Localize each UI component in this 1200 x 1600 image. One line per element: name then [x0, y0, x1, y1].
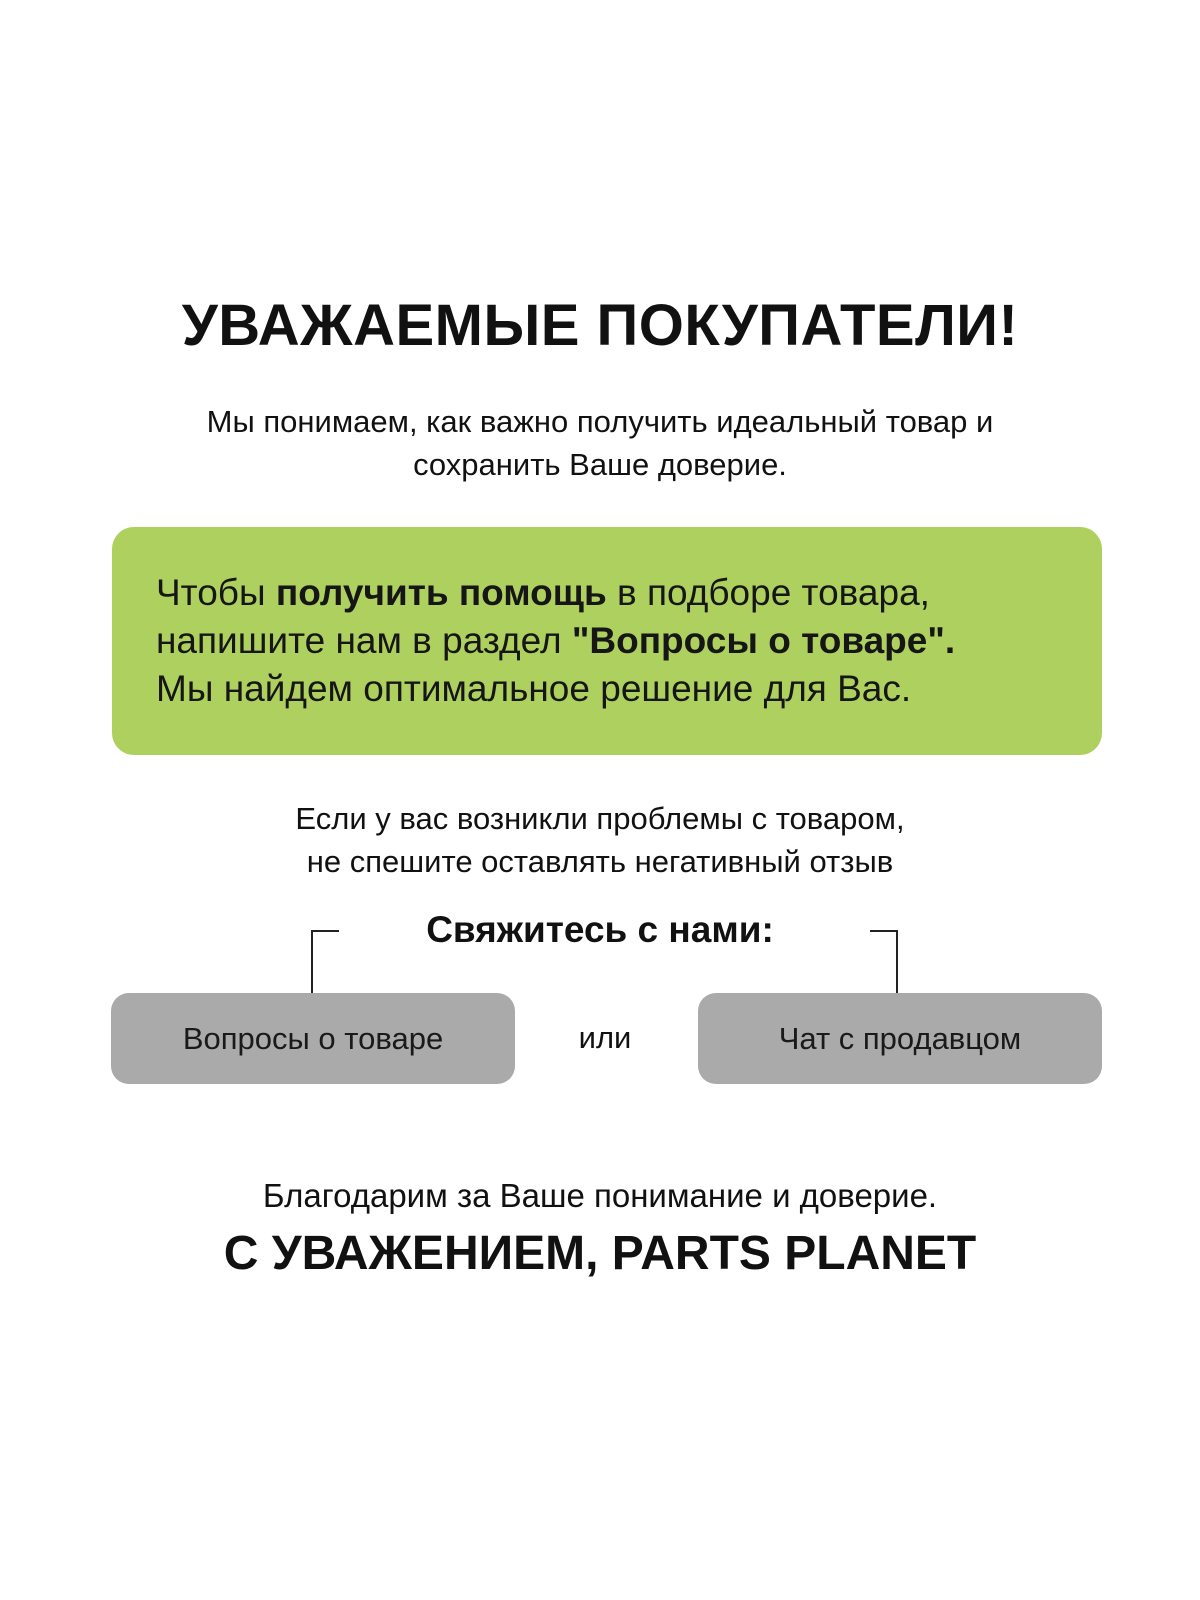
- intro-text: [0, 400, 1200, 486]
- help-line-2: [156, 617, 1102, 665]
- right-connector-line: [870, 930, 898, 995]
- help-line-1-emphasis: получить помощь: [275, 572, 607, 613]
- help-line-2-section-name: "Вопросы о товаре".: [571, 620, 956, 661]
- problem-line-1: Если у вас возникли проблемы с товаром,: [295, 801, 905, 836]
- intro-line-1: Мы понимаем, как важно получить идеальный товар и: [206, 404, 994, 439]
- page-title: УВАЖАЕМЫЕ ПОКУПАТЕЛИ!: [181, 293, 1019, 358]
- help-line-1-end: в подборе товара,: [606, 572, 930, 613]
- product-questions-button[interactable]: Вопросы о товаре: [111, 993, 515, 1084]
- problem-text: [0, 797, 1200, 883]
- help-line-3: Мы найдем оптимальное решение для Вас.: [156, 668, 912, 709]
- or-separator: или: [578, 1020, 632, 1055]
- seller-chat-button[interactable]: Чат с продавцом: [698, 993, 1102, 1084]
- help-info-box: [112, 527, 1102, 755]
- contact-heading: Свяжитесь с нами:: [426, 909, 774, 950]
- help-line-2-start: напишите нам в раздел: [156, 620, 572, 661]
- signature: С УВАЖЕНИЕМ, PARTS PLANET: [223, 1227, 977, 1280]
- help-line-1: [156, 569, 1102, 617]
- help-line-1-start: Чтобы: [156, 572, 276, 613]
- thanks-text: Благодарим за Ваше понимание и доверие.: [262, 1177, 938, 1214]
- left-connector-line: [311, 930, 339, 995]
- problem-line-2: не спешите оставлять негативный отзыв: [306, 844, 894, 879]
- intro-line-2: сохранить Ваше доверие.: [413, 447, 787, 482]
